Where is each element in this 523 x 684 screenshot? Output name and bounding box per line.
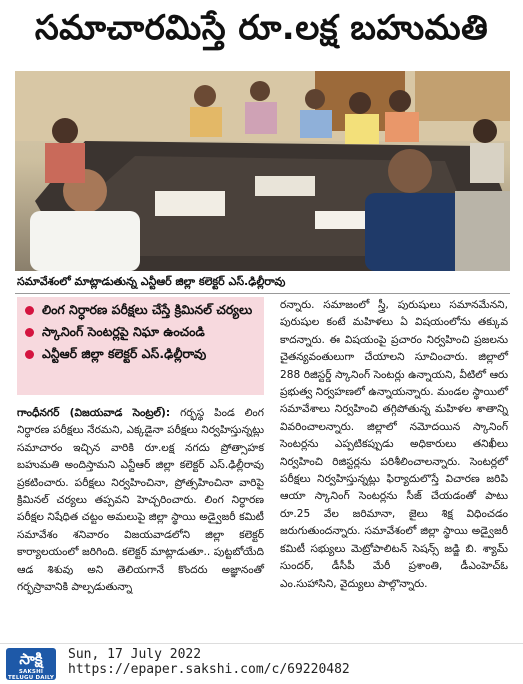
edition-date: Sun, 17 July 2022 (68, 647, 202, 662)
highlight-text: స్కానింగ్ సెంటర్లపై నిఘా ఉంచండి (42, 324, 205, 339)
highlight-text: లింగ నిర్ధారణ పరీక్షలు చేస్తే క్రిమినల్ చర్యలు (42, 302, 253, 317)
epaper-url[interactable]: https://epaper.sakshi.com/c/69220482 (68, 662, 350, 677)
article-text: గర్భస్థ పిండ లింగ నిర్ధారణ పరీక్షలు నేరమని, ఎక్కడైనా పరీక్షలు నిర్వహిస్తున్నట్లు సమాచారం ఇచ్చిన వారికి రూ.లక్ష నగదు ప్రోత్సాహక బహుమతి అందిస్తామని ఎన్టీఆర్ జిల్లా కలెక్టర్ ఎస్.ఢిల్లీరావు ప్రకటించారు. పరీక్షలు నిర్వహించినా, ప్రోత్సహించినా వారిపై క్రిమినల్ చర్యలు తప్పవని హెచ్చరించారు. లింగ నిర్ధారణ పరీక్షల నిషేధిత చట్టం అమలుపై జిల్లా స్థాయి అడ్వైజరీ కమిటీ సమావేశం శనివారం విజయవాడలోని జిల్లా కలెక్టర్ కార్యాలయంలో జరిగింది. కలెక్టర్ మాట్లాడుతూ.. పుట్టబోయేది ఆడ శిశువు అని తెలియగానే కొందరు అజ్ఞానంతో గర్భస్రావానికి పాల్పడుతున్నా (17, 407, 264, 594)
highlight-item (17, 297, 264, 319)
logo-text: సాక్షి (19, 650, 43, 668)
dateline: గాంధీనగర్ (విజయవాడ సెంట్రల్): (17, 407, 171, 419)
article-text: రన్నారు. సమాజంలో స్త్రీ, పురుషులు సమానమేనని, పురుషుల కంటే మహిళలు ఏ విషయంలోను తక్కువ కాదన్నారు. ఈ విషయంపై ప్రచారం నిర్వహించి ప్రజలను చైతన్యవంతులుగా చేయాలని సూచించారు. జిల్లాలో 288 రిజిస్టర్డ్ స్కానింగ్ సెంటర్లు ఉన్నాయని, వీటిలో ఆరు ప్రభుత్వ నిర్వహణలో ఉన్నాయన్నారు. మండల స్థాయిలో సమావేశాలు నిర్వహించి తగ్గిపోతున్న మహిళల శాతాన్ని వివరించాలన్నారు. జిల్లాలో నమోదయిన స్కానింగ్ సెంటర్లను ఎప్పటికప్పుడు అధికారులు తనిఖీలు నిర్వహించి రిజిస్టర్లను పరిశీలించాలన్నారు. సెంటర్లలో పరీక్షలు నిర్వహిస్తున్నట్లు ఫిర్యాదులొస్తే విచారణ జరిపి ఆయా స్కానింగ్ సెంటర్లను సీజ్ చేయడంతో పాటు రూ.25 వేల జరిమానా, జైలు శిక్ష విధించడం జరుగుతుందన్నారు. సమావేశంలో జిల్లా స్థాయి అడ్వైజరీ కమిటీ సభ్యులు మెట్రోపాలిటన్ సెషన్స్ జడ్జి బి. శ్యామ్ సుందర్, డీసీపీ మేరీ ప్రశాంతి, డీఎంహెచ్ఓ ఎం.సుహాసిని, వైద్యులు పాల్గొన్నారు. (280, 299, 508, 590)
headline: సమాచారమిస్తే రూ.లక్ష బహుమతి (34, 8, 489, 48)
highlight-item (17, 319, 264, 341)
highlights-box (17, 297, 264, 395)
news-photo (15, 71, 510, 271)
highlight-item (17, 341, 264, 363)
news-photo-illustration (15, 71, 510, 271)
logo-subtitle: SAKSHI TELUGU DAILY (7, 669, 55, 681)
article-column-left (17, 405, 264, 596)
bullet-icon (25, 350, 34, 359)
highlight-text: ఎన్టీఆర్ జిల్లా కలెక్టర్ ఎస్.ఢిల్లీరావు (42, 346, 207, 361)
article-column-right (280, 297, 508, 593)
bullet-icon (25, 306, 34, 315)
photo-caption: సమావేశంలో మాట్లాడుతున్న ఎన్టీఆర్ జిల్లా కలెక్టర్ ఎస్.ఢిల్లీరావు (17, 275, 286, 288)
caption-divider (15, 293, 510, 294)
sakshi-logo (6, 648, 56, 680)
bullet-icon (25, 328, 34, 337)
